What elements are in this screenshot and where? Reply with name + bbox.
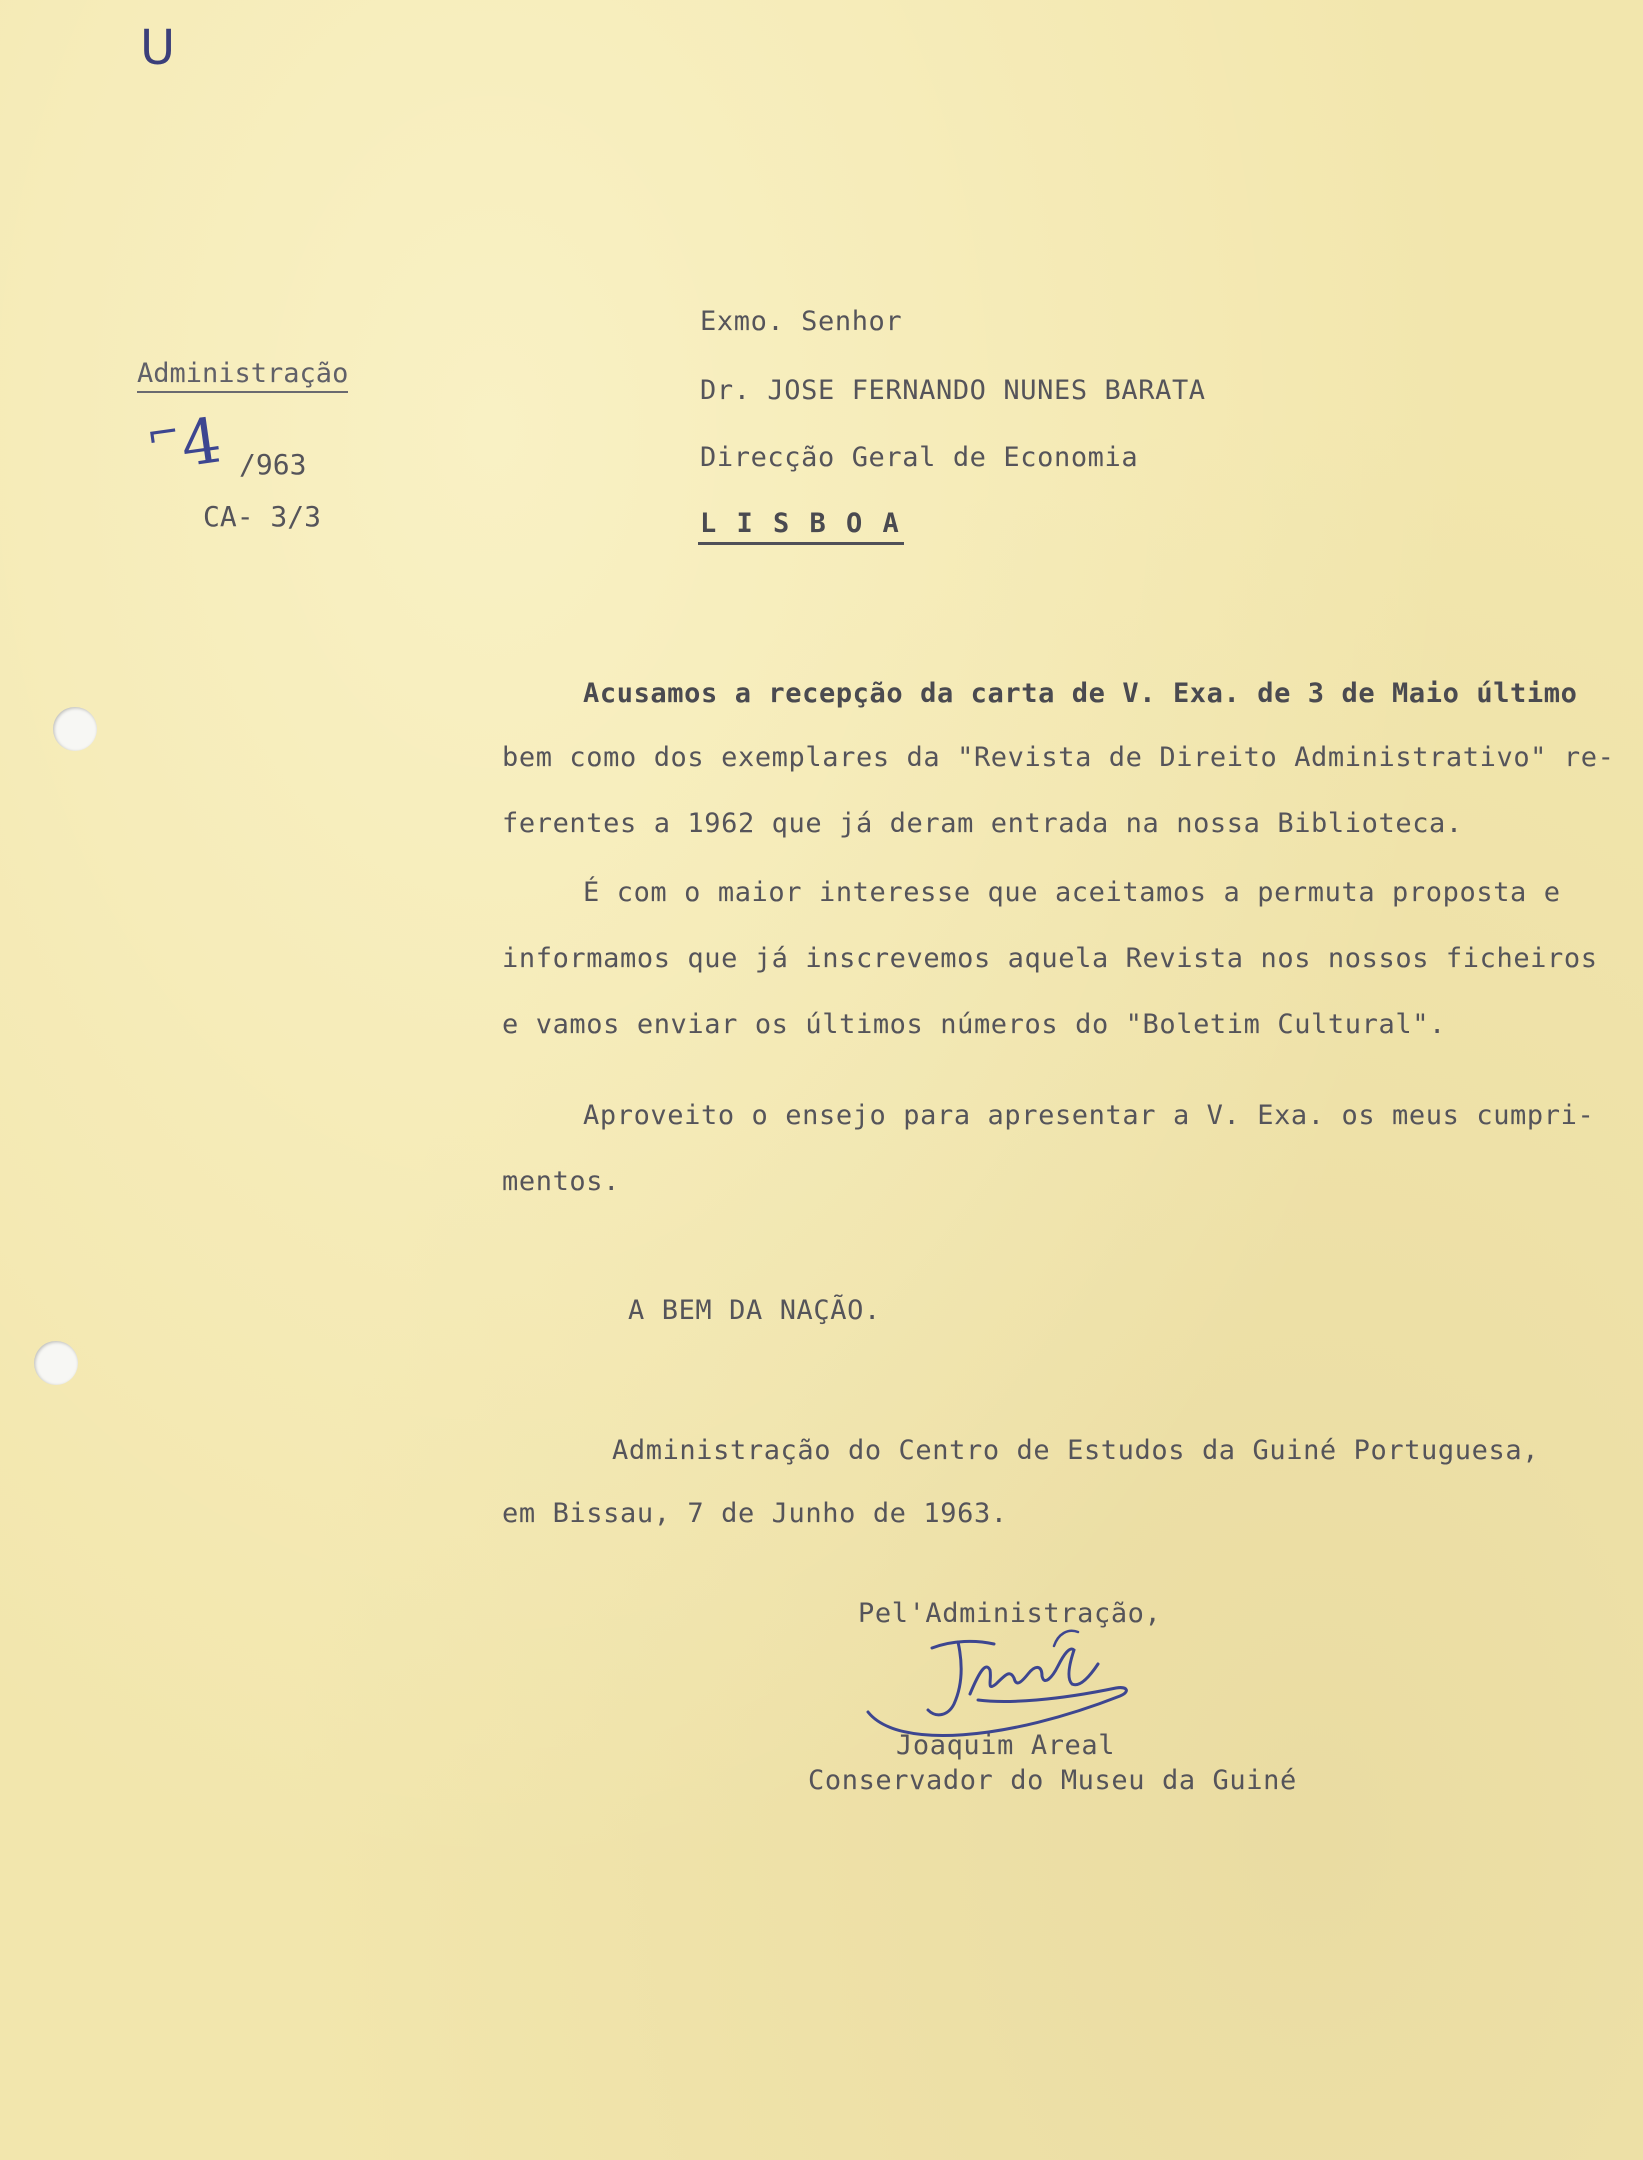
signatory-title: Conservador do Museu da Guiné (808, 1765, 1297, 1796)
paragraph2-line3: e vamos enviar os últimos números do "Boletim Cultural". (502, 1009, 1446, 1040)
reference-year: /963 (239, 448, 307, 481)
paragraph2-line2: informamos que já inscrevemos aquela Revista nos nossos ficheiros (502, 943, 1598, 974)
addressee-salutation: Exmo. Senhor (700, 306, 903, 337)
reference-handwritten-number: ⌐4 (143, 403, 226, 482)
paragraph1-line1: Acusamos a recepção da carta de V. Exa. de 3 de Maio último (583, 678, 1578, 709)
paragraph3-line2: mentos. (502, 1166, 620, 1197)
handwritten-signature (858, 1600, 1138, 1750)
paragraph1-line3: ferentes a 1962 que já deram entrada na nossa Biblioteca. (502, 808, 1463, 839)
addressee-name: Dr. JOSE FERNANDO NUNES BARATA (700, 375, 1206, 406)
signatory-name: Joaquim Areal (896, 1730, 1116, 1761)
reference-code: CA- 3/3 (203, 500, 322, 533)
paragraph3-line1: Aproveito o ensejo para apresentar a V. Exa. os meus cumpri- (583, 1100, 1595, 1131)
punch-hole-top (53, 707, 97, 751)
city-underline (698, 542, 904, 545)
corner-mark: U (140, 20, 176, 76)
signature-on-behalf: Pel'Administração, (858, 1598, 1162, 1629)
addressee-city: L I S B O A (700, 508, 901, 539)
addressee-organization: Direcção Geral de Economia (700, 442, 1139, 473)
closing-motto: A BEM DA NAÇÃO. (628, 1295, 881, 1326)
paragraph1-line2: bem como dos exemplares da "Revista de Direito Administrativo" re- (502, 742, 1615, 773)
closing-place-line1: Administração do Centro de Estudos da Guiné Portuguesa, (612, 1435, 1540, 1466)
punch-hole-bottom (34, 1341, 78, 1385)
closing-place-line2: em Bissau, 7 de Junho de 1963. (502, 1498, 1008, 1529)
paragraph2-line1: É com o maior interesse que aceitamos a permuta proposta e (583, 877, 1561, 908)
reference-department: Administração (137, 358, 348, 393)
